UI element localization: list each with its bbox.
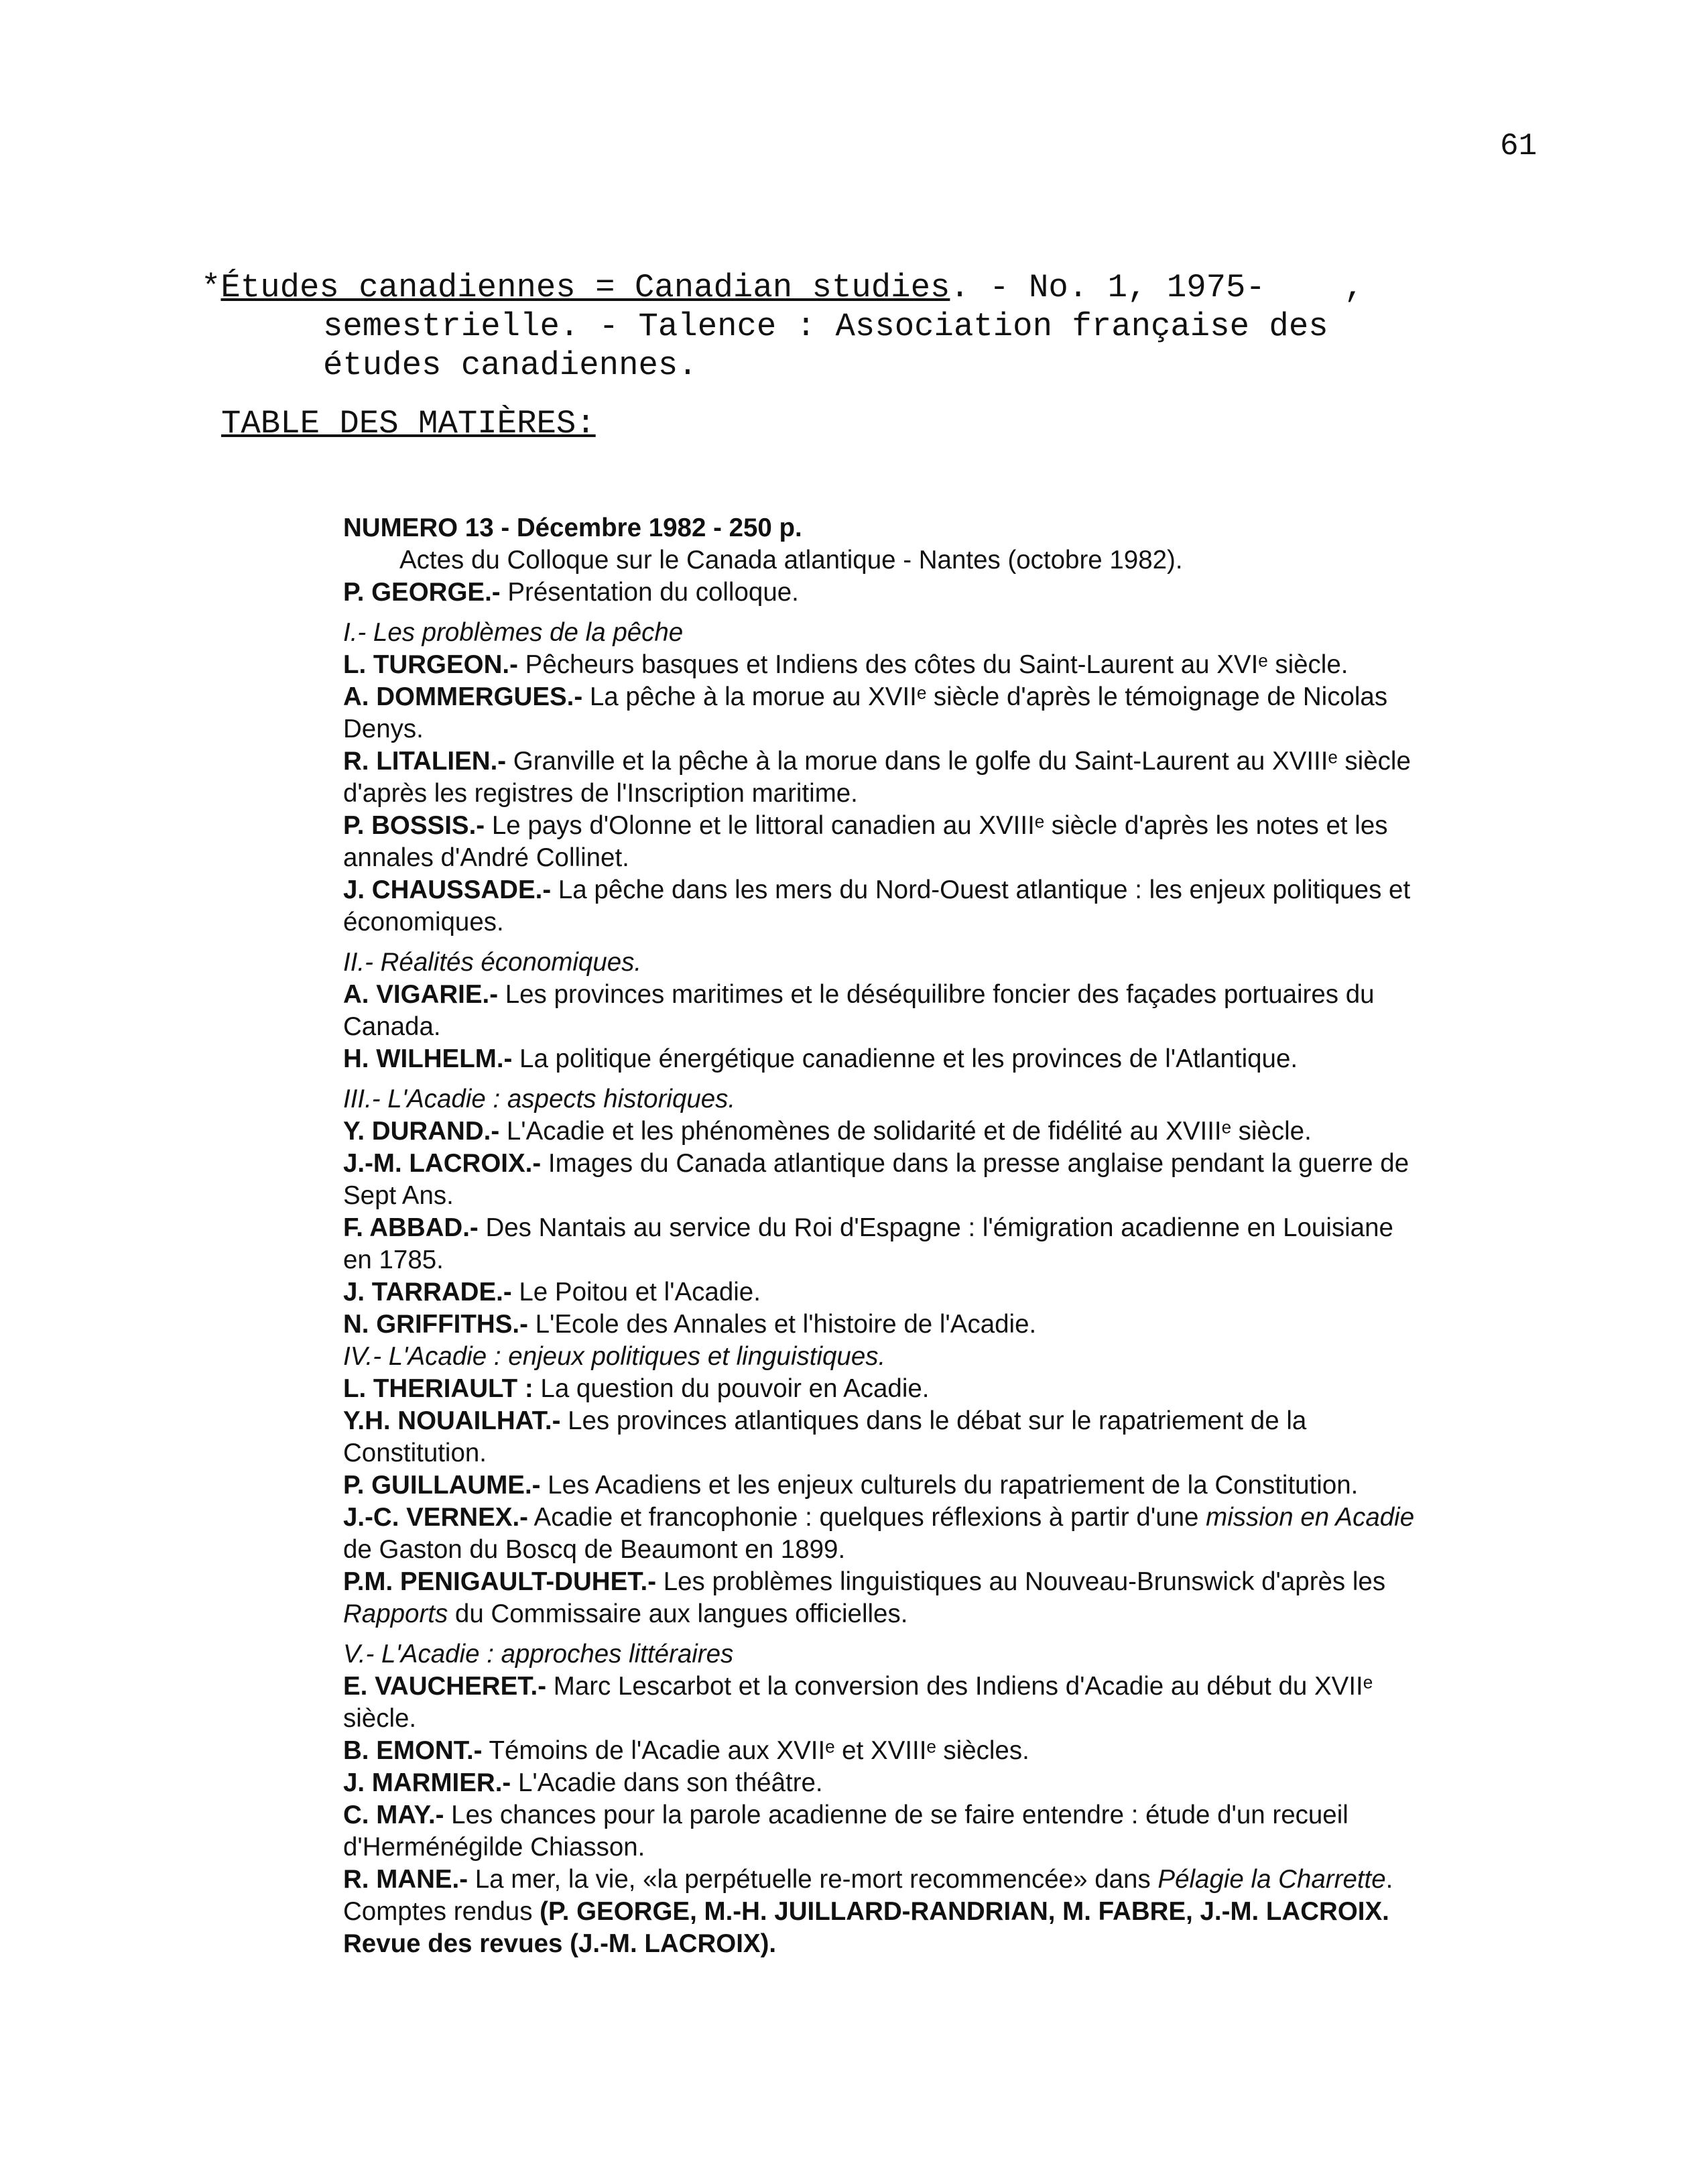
entry-title: Le Poitou et l'Acadie. (511, 1278, 761, 1307)
toc-entry (343, 1309, 1426, 1341)
entry-title: La mer, la vie, «la perpétuelle re-mort recommencée» dans (468, 1865, 1158, 1894)
entry-author: J. CHAUSSADE.- (343, 875, 552, 904)
entry-title: La question du pouvoir en Acadie. (533, 1374, 930, 1403)
entry-title: Marc Lescarbot et la conversion des Indiens d'Acadie au début du XVIIᵉ siècle. (343, 1672, 1373, 1733)
entry-title: Les provinces maritimes et le déséquilibre foncier des façades portuaires du Canada. (343, 980, 1375, 1041)
entry-author: L. THERIAULT : (343, 1374, 533, 1403)
entry-author: R. MANE.- (343, 1865, 468, 1894)
section-title: III.- L'Acadie : aspects historiques. (343, 1085, 736, 1113)
citation-rest: . - No. 1, 1975- , (950, 269, 1364, 306)
citation-marker: * (201, 269, 221, 306)
toc-entry (343, 1043, 1426, 1075)
entry-author: B. EMONT.- (343, 1736, 483, 1765)
toc-entry (343, 1148, 1426, 1212)
toc-entry (343, 649, 1426, 681)
toc-entry (343, 1735, 1426, 1767)
entry-author: J. TARRADE.- (343, 1278, 512, 1307)
entry-author: Y. DURAND.- (343, 1117, 500, 1146)
entry-title: Pêcheurs basques et Indiens des côtes du Saint-Laurent au XVIᵉ siècle. (517, 650, 1348, 679)
citation-line-1 (201, 268, 1407, 307)
entry-author: A. VIGARIE.- (343, 980, 499, 1009)
comptes-rendus-names: (P. GEORGE, M.-H. JUILLARD-RANDRIAN, M. FABRE, J.-M. LACROIX. (540, 1897, 1389, 1926)
toc-entry (343, 1671, 1426, 1735)
toc-entry-mane (343, 1864, 1426, 1896)
section-title: V.- L'Acadie : approches littéraires (343, 1640, 734, 1669)
toc-entry (343, 1799, 1426, 1864)
entry-author: J.-M. LACROIX.- (343, 1149, 542, 1178)
entry-title: Témoins de l'Acadie aux XVIIᵉ et XVIIIᵉ siècles. (482, 1736, 1029, 1765)
entry-author: F. ABBAD.- (343, 1213, 479, 1242)
toc-entry (343, 1373, 1426, 1405)
entry-italic-title: mission en Acadie (1206, 1503, 1415, 1532)
page-number: 61 (1500, 129, 1537, 164)
entry-author: C. MAY.- (343, 1801, 444, 1829)
toc-entry (343, 1405, 1426, 1469)
section-title: I.- Les problèmes de la pêche (343, 618, 684, 647)
toc-entry-vernex (343, 1502, 1426, 1566)
entry-author: E. VAUCHERET.- (343, 1672, 547, 1701)
entry-author: J. MARMIER.- (343, 1768, 511, 1797)
entry-author: P. BOSSIS.- (343, 811, 485, 840)
entry-title: Les chances pour la parole acadienne de se faire entendre : étude d'un recueil d'Herménégilde Chiasson. (343, 1801, 1348, 1862)
entry-author: H. WILHELM.- (343, 1044, 513, 1073)
citation-line-3: études canadiennes. (323, 347, 698, 384)
toc-entry (343, 1276, 1426, 1309)
toc-entry (343, 979, 1426, 1043)
entry-author: N. GRIFFITHS.- (343, 1310, 528, 1339)
intro-entry (343, 577, 1426, 609)
comptes-rendus (343, 1896, 1426, 1928)
entry-title-end: de Gaston du Boscq de Beaumont en 1899. (343, 1535, 846, 1564)
entry-title: Images du Canada atlantique dans la presse anglaise pendant la guerre de Sept Ans. (343, 1149, 1409, 1210)
toc-entry (343, 874, 1426, 938)
bibliographic-citation (201, 268, 1407, 385)
issue-heading: NUMERO 13 - Décembre 1982 - 250 p. (343, 513, 802, 542)
entry-title: Le pays d'Olonne et le littoral canadien au XVIIIᵉ siècle d'après les notes et les annales d'André Collinet. (343, 811, 1388, 872)
entry-title-end: du Commissaire aux langues officielles. (448, 1599, 908, 1628)
entry-title: Acadie et francophonie : quelques réflexions à partir d'une (527, 1503, 1206, 1532)
citation-line-2: semestrielle. - Talence : Association française des (323, 308, 1328, 345)
entry-title: Les provinces atlantiques dans le débat sur le rapatriement de la Constitution. (343, 1406, 1307, 1467)
entry-title: Granville et la pêche à la morue dans le golfe du Saint-Laurent au XVIIIᵉ siècle d'après les registres de l'Inscription maritime. (343, 747, 1411, 808)
entry-title: L'Ecole des Annales et l'histoire de l'Acadie. (527, 1310, 1037, 1339)
entry-italic-title: Pélagie la Charrette (1157, 1865, 1386, 1894)
entry-title: La pêche à la morue au XVIIᵉ siècle d'après le témoignage de Nicolas Denys. (343, 682, 1388, 743)
toc-entry (343, 1115, 1426, 1148)
citation-title: Études canadiennes = Canadian studies (221, 269, 950, 306)
entry-title: Présentation du colloque. (500, 578, 799, 607)
entry-author: A. DOMMERGUES.- (343, 682, 583, 711)
entry-title: La politique énergétique canadienne et les provinces de l'Atlantique. (512, 1044, 1298, 1073)
entry-author: P.M. PENIGAULT-DUHET.- (343, 1567, 657, 1596)
toc-entry-penigault (343, 1566, 1426, 1630)
section-title: II.- Réalités économiques. (343, 948, 642, 977)
toc-entry (343, 810, 1426, 874)
entry-author: J.-C. VERNEX.- (343, 1503, 528, 1532)
entry-title: La pêche dans les mers du Nord-Ouest atlantique : les enjeux politiques et économiques. (343, 875, 1411, 936)
toc-entry (343, 1767, 1426, 1799)
entry-title: L'Acadie dans son théâtre. (511, 1768, 823, 1797)
toc-entry (343, 745, 1426, 810)
section-title: IV.- L'Acadie : enjeux politiques et linguistiques. (343, 1342, 886, 1371)
table-of-contents (343, 512, 1426, 1960)
entry-author: Y.H. NOUAILHAT.- (343, 1406, 561, 1435)
toc-entry (343, 1212, 1426, 1276)
entry-title: Les problèmes linguistiques au Nouveau-Brunswick d'après les (656, 1567, 1386, 1596)
entry-title: Les Acadiens et les enjeux culturels du rapatriement de la Constitution. (540, 1471, 1359, 1500)
toc-heading: TABLE DES MATIÈRES: (221, 405, 596, 442)
entry-author: R. LITALIEN.- (343, 747, 507, 776)
entry-italic-title: Rapports (343, 1599, 448, 1628)
revue-des-revues: Revue des revues (J.-M. LACROIX). (343, 1929, 777, 1958)
toc-entry (343, 1469, 1426, 1502)
entry-title-end: . (1385, 1865, 1393, 1894)
entry-title: Des Nantais au service du Roi d'Espagne : l'émigration acadienne en Louisiane en 1785. (343, 1213, 1393, 1274)
issue-subtitle: Actes du Colloque sur le Canada atlantique - Nantes (octobre 1982). (399, 546, 1183, 574)
entry-title: L'Acadie et les phénomènes de solidarité et de fidélité au XVIIIᵉ siècle. (499, 1117, 1312, 1146)
entry-author: L. TURGEON.- (343, 650, 518, 679)
entry-author: P. GUILLAUME.- (343, 1471, 541, 1500)
entry-author: P. GEORGE.- (343, 578, 501, 607)
toc-entry (343, 681, 1426, 745)
comptes-rendus-label: Comptes rendus (343, 1897, 540, 1926)
